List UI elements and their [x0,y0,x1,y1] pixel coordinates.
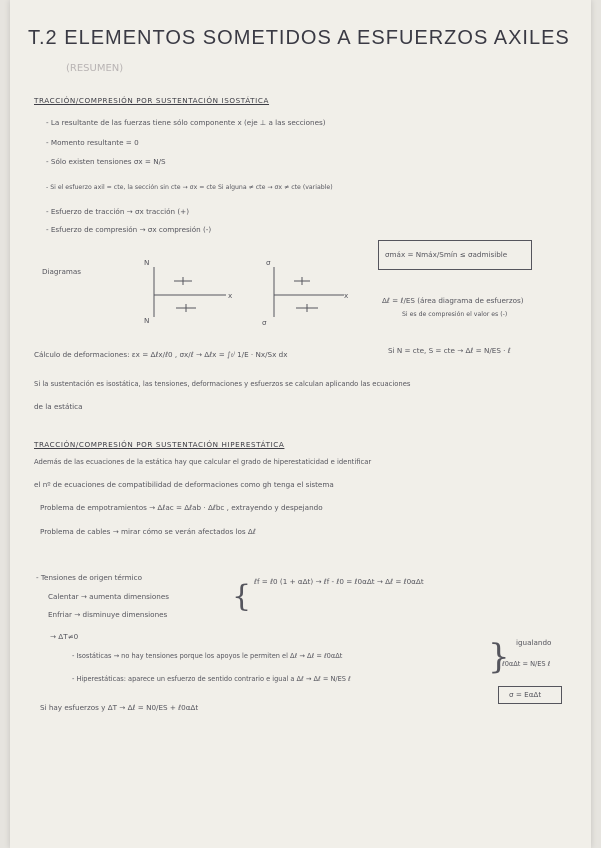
diagrams-label: Diagramas [42,267,82,276]
isostatic-line-2: - Momento resultante = 0 [46,138,139,147]
thermal-dt: → ΔT≠0 [50,632,79,641]
hyperstatic-line-2: el nº de ecuaciones de compatibilidad de deformaciones como gh tenga el sistema [34,480,334,489]
thermal-brace: { [232,579,252,614]
isostatic-line-6: - Esfuerzo de compresión → σx compresión (-) [46,225,212,234]
max-stress-box [378,240,532,270]
page-subtitle: (RESUMEN) [66,63,124,74]
thermal-heat: Calentar → aumenta dimensiones [48,592,170,601]
thermal-heading: - Tensiones de origen térmico [36,573,143,582]
hyperstatic-line-4: Problema de cables → mirar cómo se verán afectados los Δℓ [40,527,256,536]
equal-label: igualando [516,638,552,647]
axial-force-diagram [146,262,236,322]
isostatic-line-5: - Esfuerzo de tracción → σx tracción (+) [46,207,190,216]
deformation-calc: Cálculo de deformaciones: εx = Δℓx/ℓ0 , σx/ℓ → Δℓx = ∫₀ˡ 1/E · Nx/Sx dx [34,350,288,359]
thermal-hyperstatic: - Hiperestáticas: aparece un esfuerzo de sentido contrario e igual a Δℓ → Δℓ = N/ES ℓ [72,675,351,683]
notes-page [10,0,591,848]
isostatic-line-4: - Si el esfuerzo axil = cte, la sección sin cte → σx = cte Si alguna ≠ cte → σx ≠ cte (variable) [46,184,333,191]
isostatic-closing-2: de la estática [34,402,83,411]
thermal-formula: ℓf = ℓ0 (1 + αΔt) → ℓf - ℓ0 = ℓ0αΔt → Δℓ = ℓ0αΔt [254,577,424,586]
thermal-cool: Enfriar → disminuye dimensiones [48,610,168,619]
equal-brace: } [488,637,510,677]
stress-diagram [266,262,356,322]
diagram-sigma-axis-label: x [344,291,349,300]
elongation-formula: Δℓ = ℓ/ES (área diagrama de esfuerzos) [382,296,524,305]
diagram-sigma-label-top: σ [266,258,271,267]
isostatic-closing-1: Si la sustentación es isostática, las tensiones, deformaciones y esfuerzos se calculan aplicando las ecuaciones [34,380,411,388]
diagram-n-label-bottom: N [144,316,150,325]
section-hyperstatic-heading: TRACCIÓN/COMPRESIÓN POR SUSTENTACIÓN HIPERESTÁTICA [34,440,285,449]
thermal-isostatic: - Isostáticas → no hay tensiones porque los apoyos le permiten el Δℓ → Δℓ = ℓ0αΔt [72,652,343,660]
section-isostatic-heading: TRACCIÓN/COMPRESIÓN POR SUSTENTACIÓN ISOSTÁTICA [34,96,270,105]
hyperstatic-line-3: Problema de empotramientos → Δℓac = Δℓab · Δℓbc , extrayendo y despejando [40,503,323,512]
elongation-note: Si es de compresión el valor es (-) [402,311,508,318]
equal-formula: ℓ0αΔt = N/ES ℓ [502,660,551,668]
isostatic-line-1: - La resultante de las fuerzas tiene sólo componente x (eje ⊥ a las secciones) [46,118,326,127]
thermal-result: σ = EαΔt [509,690,542,699]
page-title: T.2 ELEMENTOS SOMETIDOS A ESFUERZOS AXILES [28,27,570,49]
diagram-sigma-label-bottom: σ [262,318,267,327]
diagram-n-label-top: N [144,258,150,267]
hyperstatic-line-1: Además de las ecuaciones de la estática hay que calcular el grado de hiperestaticidad e identificar [34,458,372,466]
isostatic-line-3: - Sólo existen tensiones σx = N/S [46,157,166,166]
deformation-calc-constant: Si N = cte, S = cte → Δℓ = N/ES · ℓ [388,346,511,355]
thermal-result-box [498,686,562,704]
max-stress-formula: σmáx = Nmáx/Smín ≤ σadmisible [385,250,508,259]
thermal-final: Si hay esfuerzos y ΔT → Δℓ = N0/ES + ℓ0αΔt [40,703,199,712]
diagram-n-axis-label: x [228,291,233,300]
